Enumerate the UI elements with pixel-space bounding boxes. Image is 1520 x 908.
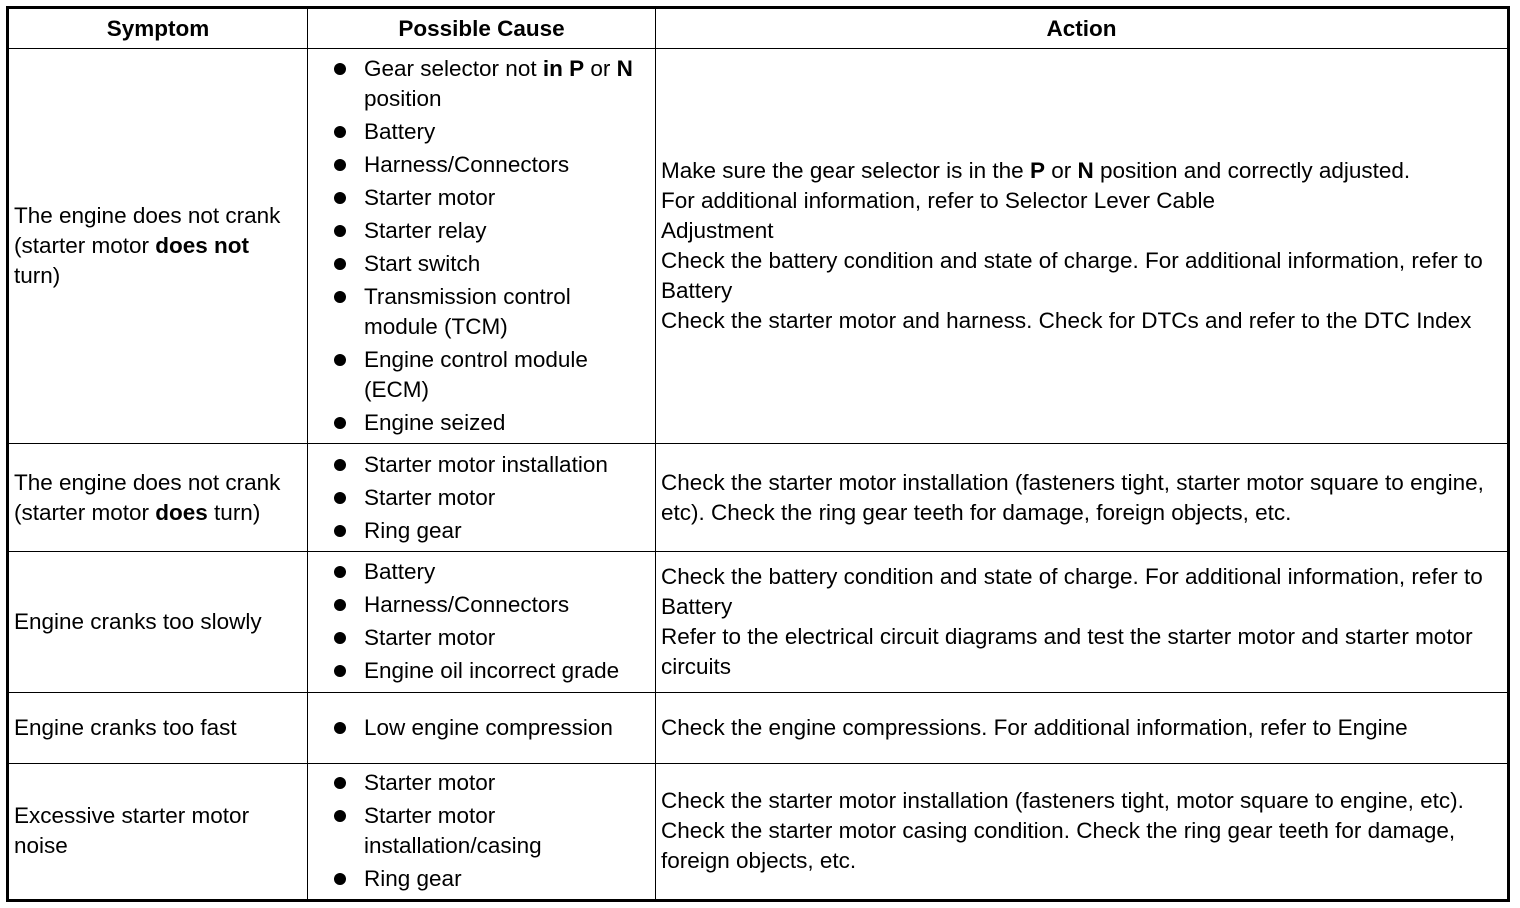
symptom-chart-table bbox=[6, 6, 1510, 902]
table-row bbox=[8, 551, 1509, 692]
table-row bbox=[8, 444, 1509, 551]
symptom-cell: Engine cranks too fast bbox=[8, 692, 308, 763]
list-item: Low engine compression bbox=[330, 713, 649, 743]
list-item: Starter relay bbox=[330, 216, 649, 246]
list-item: Harness/Connectors bbox=[330, 150, 649, 180]
symptom-emphasis: does bbox=[155, 499, 208, 525]
action-cell bbox=[656, 444, 1509, 551]
header-row bbox=[8, 8, 1509, 49]
cause-list bbox=[330, 713, 649, 743]
cause-cell bbox=[308, 444, 656, 551]
list-item: Starter motor bbox=[330, 483, 649, 513]
list-item: Ring gear bbox=[330, 864, 649, 894]
list-item: Gear selector not in P or N position bbox=[330, 54, 649, 114]
cause-cell bbox=[308, 692, 656, 763]
symptom-cell bbox=[8, 49, 308, 444]
list-item: Start switch bbox=[330, 249, 649, 279]
list-item: Starter motor installation/casing bbox=[330, 801, 649, 861]
cause-list bbox=[330, 768, 649, 894]
list-item: Starter motor installation bbox=[330, 450, 649, 480]
table-row bbox=[8, 692, 1509, 763]
action-cell bbox=[656, 551, 1509, 692]
action-text: Check the battery condition and state of charge. For additional information, refer to Battery bbox=[661, 248, 1483, 304]
cause-cell bbox=[308, 763, 656, 900]
list-item: Ring gear bbox=[330, 516, 649, 546]
cause-cell bbox=[308, 49, 656, 444]
symptom-text: The engine does not crank (starter motor bbox=[14, 469, 281, 525]
symptom-cell: Engine cranks too slowly bbox=[8, 551, 308, 692]
symptom-text: turn) bbox=[14, 263, 61, 289]
symptom-text: The engine does not crank (starter motor bbox=[14, 203, 281, 259]
header-action: Action bbox=[656, 8, 1509, 49]
list-item: Battery bbox=[330, 117, 649, 147]
action-text: Check the starter motor installation (fasteners tight, starter motor square to engine, etc). Check the ring gear teeth for damage, foreign objects, etc. bbox=[661, 469, 1484, 525]
action-text: Check the engine compressions. For additional information, refer to Engine bbox=[661, 714, 1408, 740]
table-row bbox=[8, 763, 1509, 900]
list-item: Engine oil incorrect grade bbox=[330, 656, 649, 686]
header-symptom: Symptom bbox=[8, 8, 308, 49]
action-text: Refer to the electrical circuit diagrams and test the starter motor and starter motor circuits bbox=[661, 623, 1473, 679]
cause-cell bbox=[308, 551, 656, 692]
symptom-cell bbox=[8, 444, 308, 551]
action-text: Check the battery condition and state of charge. For additional information, refer to Battery bbox=[661, 563, 1483, 619]
list-item: Starter motor bbox=[330, 768, 649, 798]
list-item: Engine control module (ECM) bbox=[330, 345, 649, 405]
list-item: Engine seized bbox=[330, 408, 649, 438]
list-item: Harness/Connectors bbox=[330, 590, 649, 620]
action-cell bbox=[656, 763, 1509, 900]
symptom-text: turn) bbox=[207, 499, 261, 525]
table-row bbox=[8, 49, 1509, 444]
list-item: Starter motor bbox=[330, 183, 649, 213]
action-cell bbox=[656, 692, 1509, 763]
action-text: For additional information, refer to Selector Lever Cable Adjustment bbox=[661, 188, 1216, 244]
list-item: Starter motor bbox=[330, 623, 649, 653]
action-text: Check the starter motor and harness. Check for DTCs and refer to the DTC Index bbox=[661, 308, 1472, 334]
cause-list bbox=[330, 54, 649, 438]
header-possible-cause: Possible Cause bbox=[308, 8, 656, 49]
cause-list bbox=[330, 557, 649, 686]
list-item: Battery bbox=[330, 557, 649, 587]
symptom-cell: Excessive starter motor noise bbox=[8, 763, 308, 900]
list-item: Transmission control module (TCM) bbox=[330, 282, 649, 342]
action-text: Make sure the gear selector is in the P or N position and correctly adjusted. bbox=[661, 158, 1411, 184]
symptom-emphasis: does not bbox=[155, 233, 250, 259]
action-cell bbox=[656, 49, 1509, 444]
cause-list bbox=[330, 450, 649, 546]
action-text: Check the starter motor installation (fasteners tight, motor square to engine, etc). Check the starter motor casing condition. Check the ring gear teeth for damage, foreign objects, etc. bbox=[661, 788, 1464, 874]
